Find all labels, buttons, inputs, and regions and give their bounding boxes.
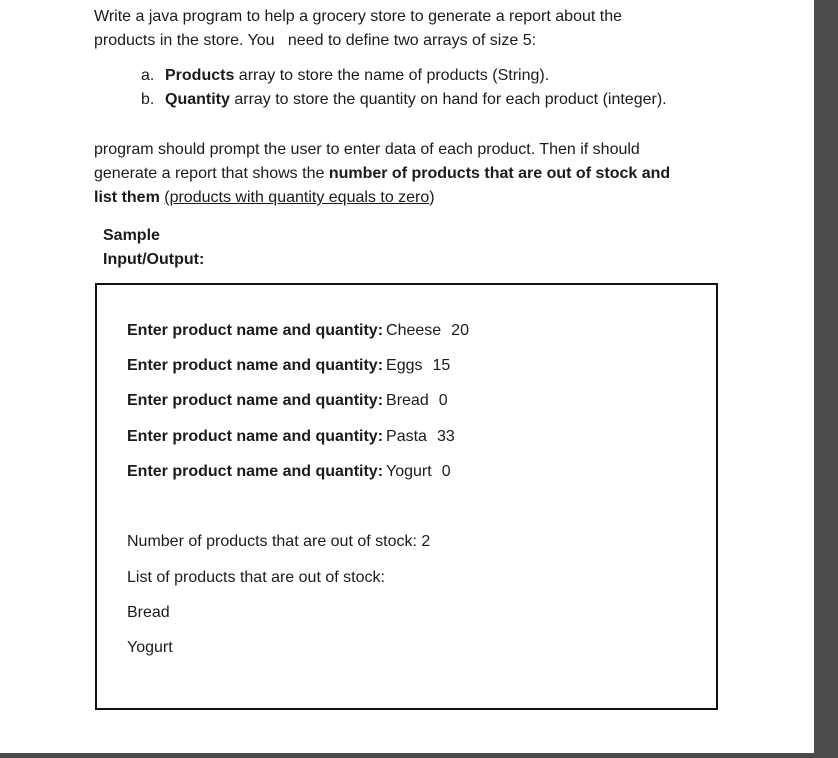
viewer-bottom-edge (0, 753, 814, 758)
io-product-name: Yogurt (386, 463, 432, 480)
intro-line-2: products in the store. You need to define two arrays of size 5: (94, 32, 537, 49)
sample-io-box (95, 283, 718, 710)
array-name: Quantity (165, 91, 230, 108)
io-product-name: Bread (386, 392, 429, 409)
io-product-qty: 15 (432, 357, 451, 374)
array-name: Products (165, 67, 235, 84)
requirements-close-paren: ) (429, 189, 435, 206)
viewer-scroll-rail[interactable] (814, 0, 838, 758)
intro-line-1: Write a java program to help a grocery store to generate a report about the (94, 8, 622, 25)
requirements-underlined-text: (products with quantity equals to zero (164, 189, 430, 206)
requirements-line-3 (94, 186, 670, 210)
io-prompt: Enter product name and quantity: (127, 357, 384, 374)
arrays-list (141, 64, 667, 112)
io-out-of-stock-item: Bread (127, 604, 170, 621)
requirements-line-1: program should prompt the user to enter data of each product. Then if should (94, 141, 640, 158)
io-prompt-line (127, 321, 469, 341)
list-marker: b. (141, 91, 155, 108)
io-prompt-line (127, 462, 451, 482)
array-description: array to store the quantity on hand for each product (integer). (229, 91, 667, 108)
io-product-qty: 33 (436, 428, 455, 445)
requirements-text: generate a report that shows the (94, 165, 329, 182)
list-marker: a. (141, 67, 155, 84)
io-prompt: Enter product name and quantity: (127, 322, 384, 339)
io-prompt: Enter product name and quantity: (127, 392, 384, 409)
io-count-line: Number of products that are out of stock: 2 (127, 533, 431, 550)
io-product-name: Cheese (386, 322, 442, 339)
sample-heading-line-2: Input/Output: (103, 251, 205, 268)
io-prompt-line (127, 391, 448, 411)
io-product-name: Eggs (386, 357, 423, 374)
io-product-qty: 0 (438, 392, 448, 409)
sample-heading (103, 224, 204, 272)
io-product-qty: 20 (451, 322, 469, 339)
requirements-paragraph (94, 138, 670, 210)
io-prompt-line (127, 356, 450, 376)
list-item (141, 88, 667, 112)
list-item (141, 64, 667, 88)
io-out-of-stock-item: Yogurt (127, 639, 173, 656)
array-description: array to store the name of products (String). (234, 67, 550, 84)
io-product-name: Pasta (386, 428, 427, 445)
io-prompt-line (127, 427, 455, 447)
io-product-qty: 0 (441, 463, 451, 480)
io-prompt: Enter product name and quantity: (127, 463, 384, 480)
requirements-line-2 (94, 162, 670, 186)
sample-heading-line-1: Sample (103, 227, 160, 244)
requirements-bold-text: number of products that are out of stock and (328, 165, 671, 182)
intro-paragraph (94, 5, 622, 53)
io-list-label: List of products that are out of stock: (127, 569, 385, 586)
requirements-bold-text: list them (94, 189, 160, 206)
io-prompt: Enter product name and quantity: (127, 428, 384, 445)
